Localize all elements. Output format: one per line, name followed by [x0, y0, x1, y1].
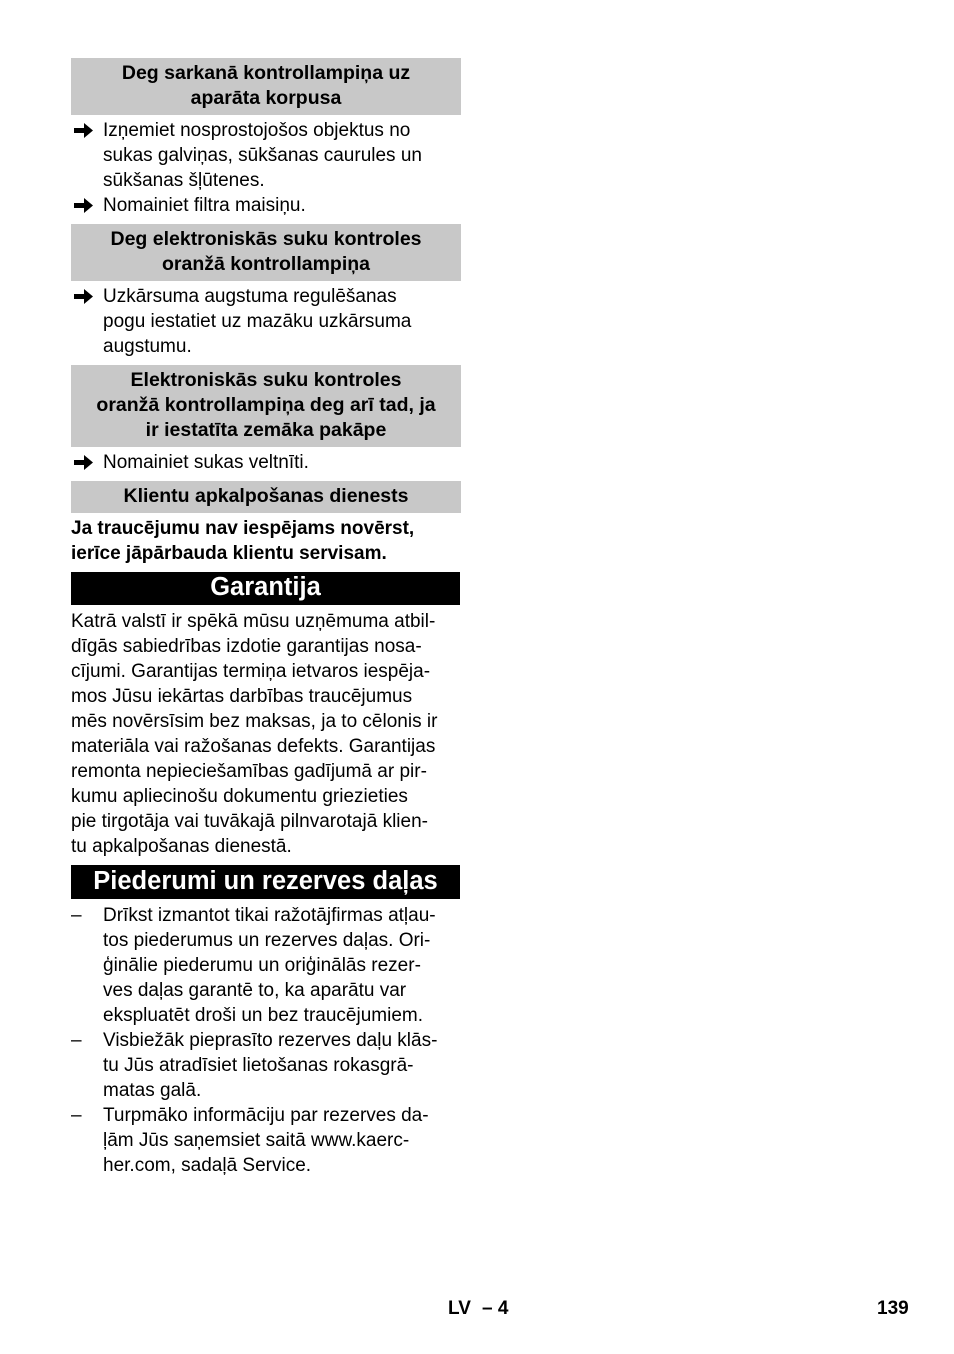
list-item-text: Nomainiet sukas veltnīti.: [103, 452, 309, 473]
list-item-text: Uzkārsuma augstuma regulēšanas pogu iestatiet uz mazāku uzkārsuma augstumu.: [103, 286, 412, 357]
list-item-text: Visbiežāk pieprasīto rezerves daļu klās- tu Jūs atradīsiet lietošanas rokasgrā- matas galā.: [103, 1030, 438, 1101]
section-heading-orange-lamp-low-level: Elektroniskās suku kontroles oranžā kontrollampiņa deg arī tad, ja ir iestatīta zemāka pakāpe: [71, 365, 461, 447]
list-item: [71, 284, 463, 359]
customer-service-note: Ja traucējumu nav iespējams novērst, ierīce jāpārbauda klientu servisam.: [71, 518, 415, 564]
section-heading-customer-service: Klientu apkalpošanas dienests: [71, 481, 461, 513]
section-heading-red-lamp: Deg sarkanā kontrollampiņa uz aparāta korpusa: [71, 58, 461, 115]
list-item: [71, 450, 463, 475]
section-heading-orange-lamp: Deg elektroniskās suku kontroles oranžā kontrollampiņa: [71, 224, 461, 281]
dash-bullet: –: [71, 905, 82, 926]
footer-section-label: LV: [448, 1298, 471, 1319]
warranty-heading: Garantija: [71, 572, 460, 605]
list-item: [71, 1028, 463, 1103]
accessories-heading: Piederumi un rezerves daļas: [71, 865, 460, 899]
list-item-text: Drīkst izmantot tikai ražotājfirmas atļau- tos piederumus un rezerves daļas. Ori- ģinālie piederumu un oriģinālās rezer- ves daļas garantē to, ka aparātu var ekspluatēt droši un bez traucējumiem.: [103, 905, 436, 1026]
list-item-text: Nomainiet filtra maisiņu.: [103, 195, 306, 216]
dash-bullet: –: [71, 1105, 82, 1126]
footer-section-page: – 4: [482, 1298, 509, 1319]
list-item: [71, 193, 463, 218]
warranty-text: Katrā valstī ir spēkā mūsu uzņēmuma atbil- dīgās sabiedrības izdotie garantijas nosa- cījumi. Garantijas termiņa ietvaros iespēja- mos Jūsu iekārtas darbības traucējumus mēs novērsīsim bez maksas, ja to cēlonis ir materiāla vai ražošanas defekts. Garantijas remonta nepieciešamības gadījumā ar pir- kumu apliecinošu dokumentu griezieties pie tirgotāja vai tuvākajā pilnvarotajā klien- tu apkalpošanas dienestā.: [71, 611, 438, 857]
dash-bullet: –: [71, 1030, 82, 1051]
list-item: [71, 118, 463, 193]
list-item: [71, 1103, 463, 1178]
list-item-text: Turpmāko informāciju par rezerves da- ļām Jūs saņemsiet saitā www.kaerc- her.com, sadaļā Service.: [103, 1105, 429, 1176]
page-number: 139: [877, 1298, 909, 1319]
list-item: [71, 903, 463, 1028]
list-item-text: Izņemiet nosprostojošos objektus no sukas galviņas, sūkšanas caurules un sūkšanas šļūtenes.: [103, 120, 422, 191]
